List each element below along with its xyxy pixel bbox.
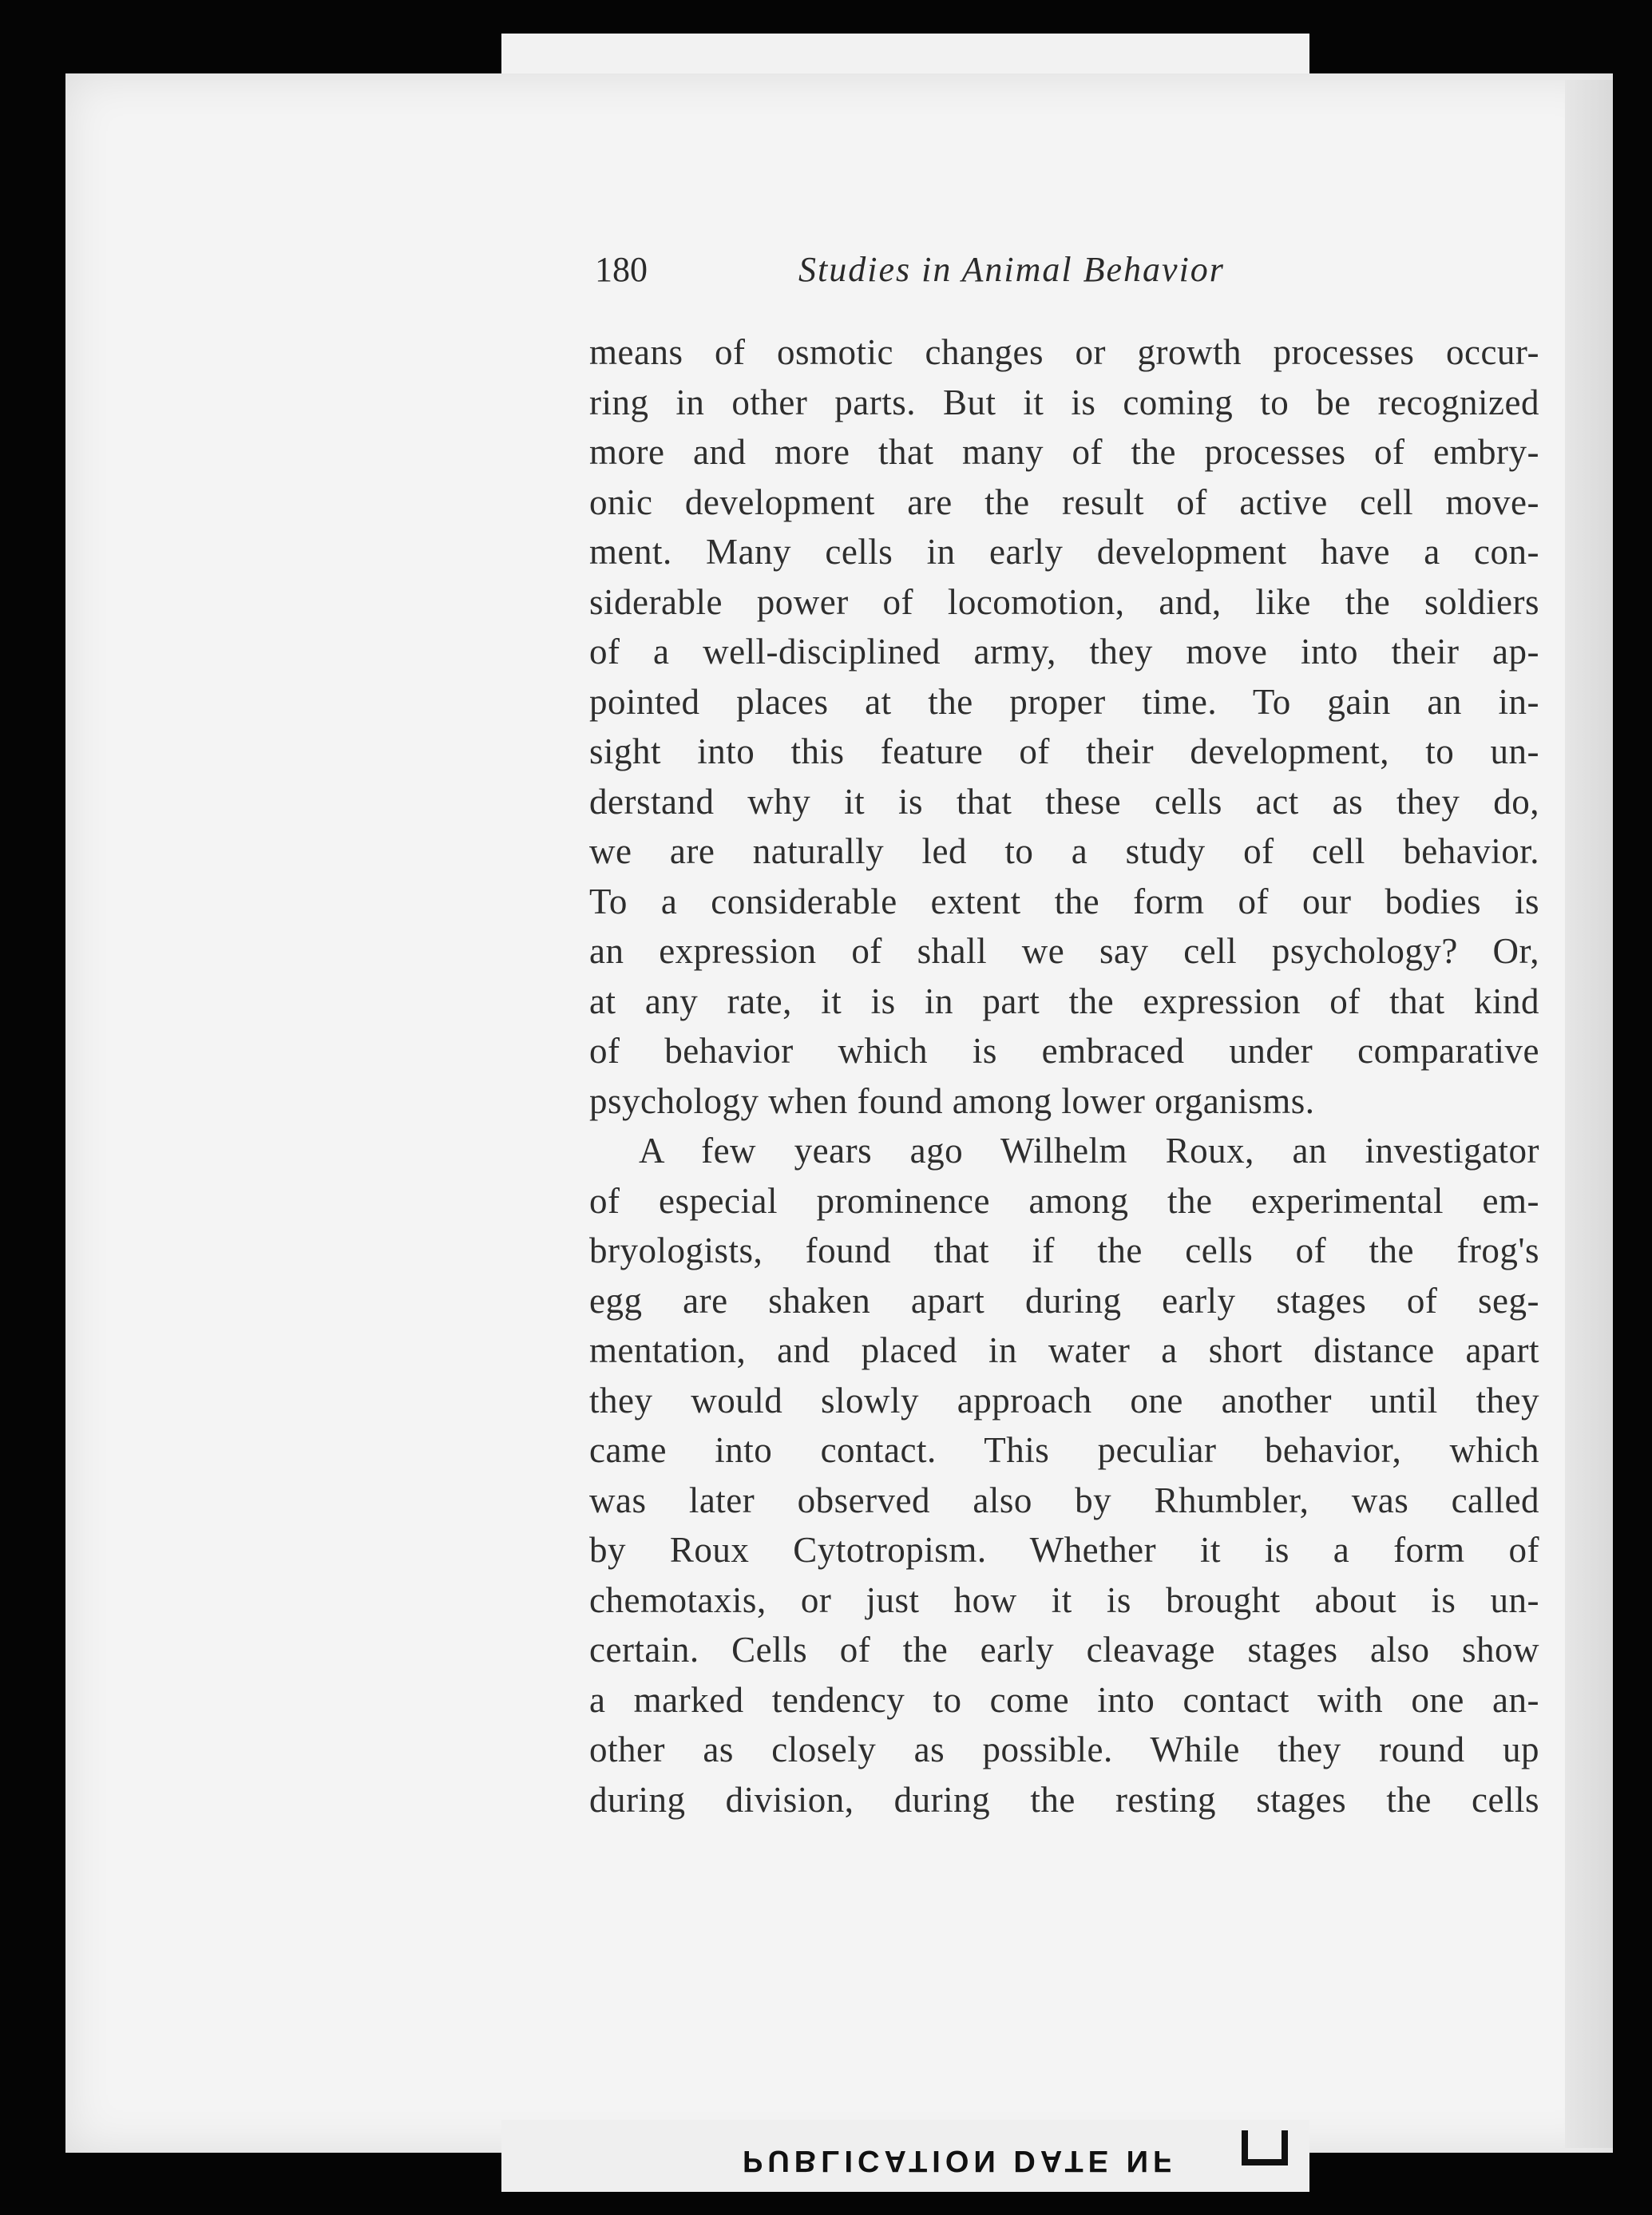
text-line: a marked tendency to come into contact with one an-	[589, 1679, 1539, 1720]
mirrored-stamp: PUBLICATION DATE NF	[743, 2144, 1177, 2177]
text-line: ment. Many cells in early development have a con-	[589, 532, 1539, 572]
text-line: bryologists, found that if the cells of the frog's	[589, 1230, 1539, 1270]
text-line: certain. Cells of the early cleavage stages also show	[589, 1630, 1539, 1670]
body-text	[589, 327, 1539, 1825]
text-line: sight into this feature of their development, to un-	[589, 731, 1539, 771]
text-line: at any rate, it is in part the expression of that kind	[589, 981, 1539, 1021]
text-line: more and more that many of the processes of embry-	[589, 432, 1539, 472]
text-line: of a well-disciplined army, they move into their ap-	[589, 632, 1539, 672]
running-head	[595, 246, 1537, 294]
text-line: derstand why it is that these cells act as they do,	[589, 781, 1539, 822]
text-line: during division, during the resting stages the cells	[589, 1779, 1539, 1820]
corner-bracket-mark	[1242, 2130, 1288, 2165]
text-line: they would slowly approach one another until they	[589, 1380, 1539, 1421]
text-line: means of osmotic changes or growth processes occur-	[589, 332, 1539, 372]
text-line: onic development are the result of active cell move-	[589, 481, 1539, 522]
text-line: mentation, and placed in water a short distance apart	[589, 1330, 1539, 1370]
text-line: pointed places at the proper time. To gain an in-	[589, 681, 1539, 722]
text-line: A few years ago Wilhelm Roux, an investigator	[639, 1131, 1539, 1171]
text-line: by Roux Cytotropism. Whether it is a form of	[589, 1530, 1539, 1570]
text-line: of especial prominence among the experimental em-	[589, 1180, 1539, 1221]
text-line: egg are shaken apart during early stages of seg-	[589, 1280, 1539, 1321]
text-line: chemotaxis, or just how it is brought about is un-	[589, 1579, 1539, 1620]
text-line: came into contact. This peculiar behavior, which	[589, 1430, 1539, 1470]
text-line: of behavior which is embraced under comparative	[589, 1031, 1539, 1071]
text-line: an expression of shall we say cell psychology? Or,	[589, 931, 1539, 971]
text-line: ring in other parts. But it is coming to be recognized	[589, 382, 1539, 422]
running-title: Studies in Animal Behavior	[798, 250, 1225, 289]
text-line: siderable power of locomotion, and, like the soldiers	[589, 581, 1539, 622]
page-number: 180	[595, 250, 648, 289]
text-line: psychology when found among lower organisms.	[589, 1080, 1315, 1121]
text-line: To a considerable extent the form of our bodies is	[589, 881, 1539, 921]
page-edge	[1565, 80, 1613, 2148]
text-line: we are naturally led to a study of cell behavior.	[589, 831, 1539, 871]
text-line: was later observed also by Rhumbler, was called	[589, 1480, 1539, 1520]
text-line: other as closely as possible. While they round up	[589, 1730, 1539, 1769]
